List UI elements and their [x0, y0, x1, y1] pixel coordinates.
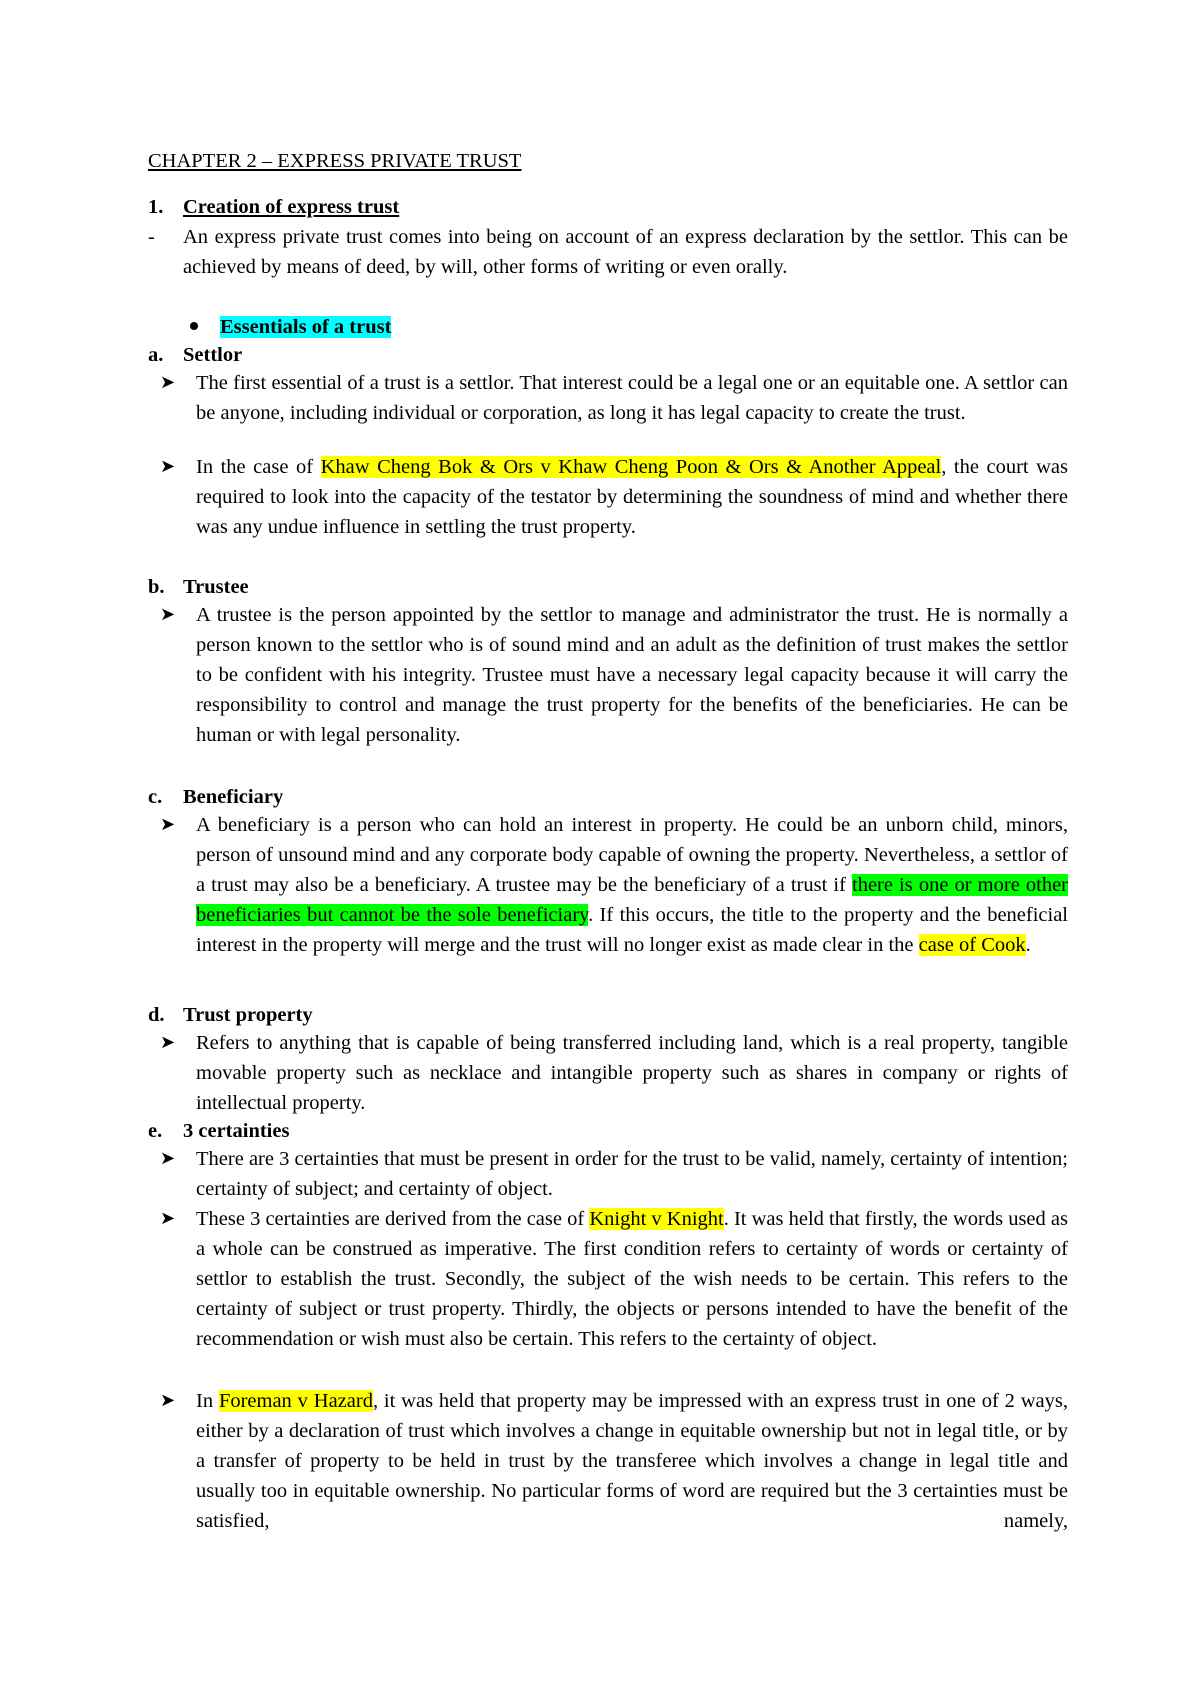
case-citation: Foreman v Hazard — [218, 1390, 373, 1412]
settlor-para-2 — [160, 452, 1068, 542]
beneficiary-heading — [148, 782, 1068, 812]
certainties-para-2 — [160, 1204, 1068, 1354]
arrowhead-bullet-icon: ➤ — [160, 814, 176, 835]
certainties-para-3 — [160, 1386, 1068, 1536]
arrowhead-bullet-icon: ➤ — [160, 1032, 176, 1053]
trust-property-heading — [148, 1000, 1068, 1030]
trustee-para-1 — [160, 600, 1068, 750]
arrowhead-bullet-icon: ➤ — [160, 1148, 176, 1169]
list-marker: b. — [148, 576, 165, 598]
text-run: . If this occurs, the title to the property and the beneficial interest in the property will merge and the trust will no longer exist as made clear in the — [196, 904, 1068, 956]
section-label: Creation of express trust — [183, 196, 400, 218]
chapter-title: CHAPTER 2 – EXPRESS PRIVATE TRUST — [148, 150, 522, 172]
heading-label: 3 certainties — [183, 1120, 290, 1142]
list-marker: a. — [148, 344, 164, 366]
paragraph-text: Refers to anything that is capable of being transferred including land, which is a real property, tangible movable property such as necklace and intangible property such as shares in company or rights of intellectual property. — [196, 1032, 1068, 1114]
text-run: In the case of — [196, 456, 321, 478]
intro-text: An express private trust comes into being on account of an express declaration by the settlor. This can be achieved by means of deed, by will, other forms of writing or even orally. — [183, 226, 1068, 278]
text-run: , it was held that property may be impressed with an express trust in one of 2 ways, either by a declaration of trust which involves a change in equitable ownership but not in legal title, or by a transfer of property to be held in trust by the transferee which involves a change in legal title and usually too in equitable ownership. No particular forms of word are required but the 3 certainties must be satisfied, namely, — [196, 1390, 1068, 1532]
heading-label: Settlor — [183, 344, 243, 366]
paragraph-text: The first essential of a trust is a settlor. That interest could be a legal one or an equitable one. A settlor can be anyone, including individual or corporation, as long it has legal capacity to create the trust. — [196, 372, 1068, 424]
section-heading — [148, 192, 1068, 222]
arrowhead-bullet-icon: ➤ — [160, 1390, 176, 1411]
paragraph-text — [196, 1386, 1068, 1536]
trust-property-para-1 — [160, 1028, 1068, 1118]
essentials-heading — [190, 312, 391, 342]
paragraph-text — [196, 1204, 1068, 1354]
highlighted-text: there is one or more other beneficiaries but cannot be the sole beneficiary — [196, 874, 1069, 926]
paragraph-text — [196, 452, 1068, 542]
list-marker: c. — [148, 786, 163, 808]
filled-circle-icon — [190, 322, 198, 330]
paragraph-text: There are 3 certainties that must be present in order for the trust to be valid, namely, certainty of intention; certainty of subject; and certainty of object. — [196, 1148, 1068, 1200]
case-citation: Knight v Knight — [589, 1208, 724, 1230]
paragraph-text: A trustee is the person appointed by the settlor to manage and administrator the trust. He is normally a person known to the settlor who is of sound mind and an adult as the definition of trust makes the settlor to be confident with his integrity. Trustee must have a necessary legal capacity because it will carry the responsibility to control and manage the trust property for the benefits of the beneficiaries. He can be human or with legal personality. — [196, 604, 1068, 746]
text-run: , the court was required to look into the capacity of the testator by determining the soundness of mind and whether there was any undue influence in settling the trust property. — [196, 456, 1069, 538]
arrowhead-bullet-icon: ➤ — [160, 604, 176, 625]
arrowhead-bullet-icon: ➤ — [160, 372, 176, 393]
trustee-heading — [148, 572, 1068, 602]
list-marker: d. — [148, 1004, 165, 1026]
case-citation: Khaw Cheng Bok & Ors v Khaw Cheng Poon & Ors & Another Appeal — [320, 456, 942, 478]
heading-label: Trustee — [183, 576, 249, 598]
text-run: A beneficiary is a person who can hold an interest in property. He could be an unborn child, minors, person of unsound mind and any corporate body capable of owning the property. Nevertheless, a settlor of a trust may also be a beneficiary. A trustee may be the beneficiary of a trust if — [196, 814, 1068, 896]
certainties-heading — [148, 1116, 1068, 1146]
section-number: 1. — [148, 196, 164, 218]
certainties-para-1 — [160, 1144, 1068, 1204]
case-citation: case of Cook — [918, 934, 1026, 956]
text-run: . It was held that firstly, the words used as a whole can be construed as imperative. The first condition refers to certainty of words or certainty of settlor to establish the trust. Secondly, the subject of the wish needs to be certain. This refers to the certainty of subject or trust property. Thirdly, the objects or persons intended to have the benefit of the recommendation or wish must also be certain. This refers to the certainty of object. — [196, 1208, 1068, 1350]
settlor-heading — [148, 340, 1068, 370]
heading-label: Trust property — [183, 1004, 313, 1026]
text-run: . — [1025, 934, 1031, 956]
arrowhead-bullet-icon: ➤ — [160, 1208, 176, 1229]
intro-paragraph — [148, 222, 1068, 282]
dash-marker: - — [148, 226, 155, 248]
heading-label: Beneficiary — [183, 786, 284, 808]
essentials-label: Essentials of a trust — [220, 316, 392, 338]
paragraph-text — [196, 810, 1068, 960]
list-marker: e. — [148, 1120, 163, 1142]
text-run: These 3 certainties are derived from the case of — [196, 1208, 590, 1230]
beneficiary-para-1 — [160, 810, 1068, 960]
arrowhead-bullet-icon: ➤ — [160, 456, 176, 477]
settlor-para-1 — [160, 368, 1068, 428]
text-run: In — [196, 1390, 219, 1412]
